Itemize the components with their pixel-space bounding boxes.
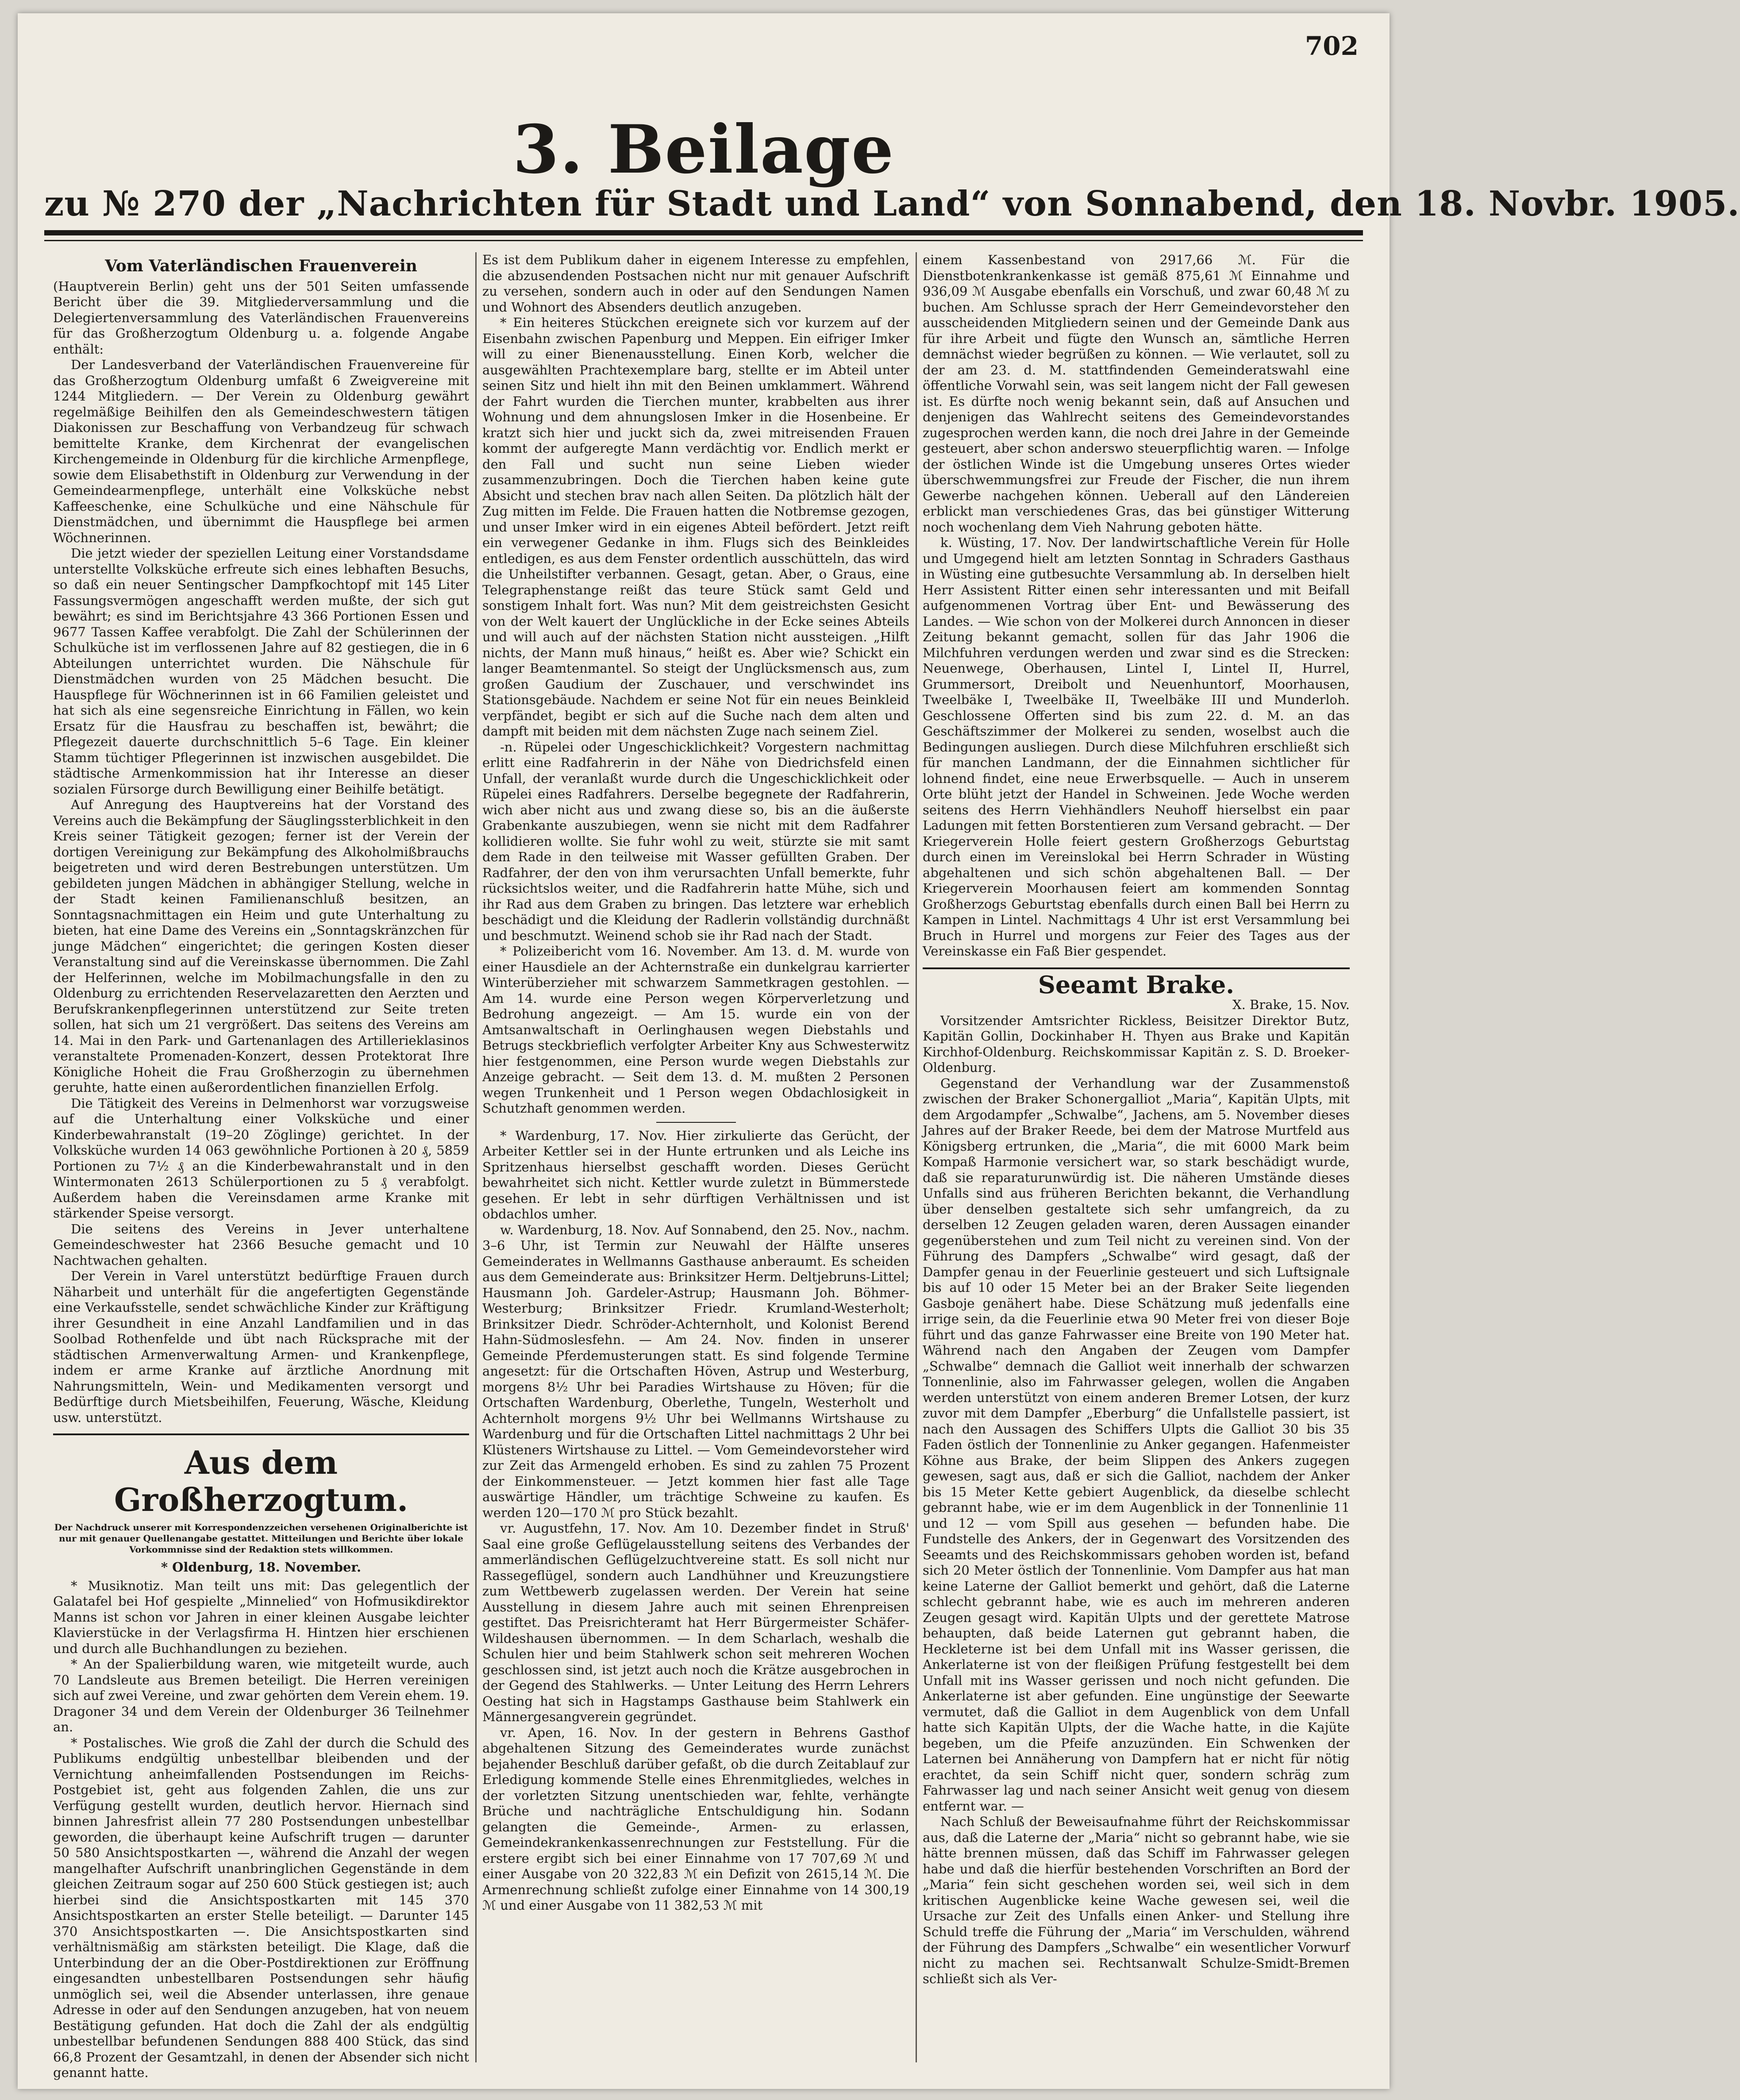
paragraph: vr. Augustfehn, 17. Nov. Am 10. Dezember findet in Struß' Saal eine große Geflügelausstellung seitens des Verbandes der ammerländischen Geflügelzuchtvereine statt. Es soll nicht nur Rassegeflügel, sondern auch Landhühner und Kreuzungstiere zum Wettbewerb zugelassen werden. Der Verein hat seine Ausstellung in diesem Jahre auch mit seinen Ehrenpreisen gestiftet. Das Preisrichteramt hat Herr Bürgermeister Schäfer-Wildeshausen übernommen. — In dem Scharlach, weshalb die Schulen hier und beim Stahlwerk schon seit mehreren Wochen geschlossen sind, ist jetzt auch noch die Krätze ausgebrochen in der Gegend des Stahlwerks. — Unter Leitung des Herrn Lehrers Oesting hat sich in Hagstamps Gasthause beim Stahlwerk ein Männergesangverein gegründet.	[482, 1521, 909, 1724]
paragraph: Es ist dem Publikum daher in eigenem Interesse zu empfehlen, die abzusendenden Postsachen nicht nur mit genauer Aufschrift zu versehen, sondern auch in oder auf den Sendungen Namen und Wohnort des Absenders deutlich anzugeben.	[482, 252, 909, 315]
paragraph: Die seitens des Vereins in Jever unterhaltene Gemeindeschwester hat 2366 Besuche gemacht und 10 Nachtwachen gehalten.	[53, 1221, 469, 1268]
paragraph: * Musiknotiz. Man teilt uns mit: Das gelegentlich der Galatafel bei Hof gespielte „Minnelied“ von Hofmusikdirektor Manns ist schon vor Jahren in einer kleinen Ausgabe leichter Klavierstücke in der Verlagsfirma H. Hintzen hier erschienen und durch alle Buchhandlungen zu beziehen.	[53, 1578, 469, 1656]
paragraph: * An der Spalierbildung waren, wie mitgeteilt wurde, auch 70 Landsleute aus Bremen beteiligt. Die Herren vereinigen sich auf zwei Vereine, und zwar gehörten dem Verein ehem. 19. Dragoner 34 und dem Verein der Oldenburger 36 Teilnehmer an.	[53, 1657, 469, 1734]
paragraph: Vorsitzender Amtsrichter Rickless, Beisitzer Direktor Butz, Kapitän Gollin, Dockinhaber H. Thyen aus Brake und Kapitän Kirchhof-Oldenburg. Reichskommissar Kapitän z. S. D. Broeker-Oldenburg.	[923, 1013, 1350, 1075]
section-heading-grossherzogtum: Aus dem Großherzogtum.	[114, 1444, 408, 1518]
column-2	[482, 252, 909, 2062]
section-separator	[923, 967, 1350, 969]
paragraph: * Ein heiteres Stückchen ereignete sich vor kurzem auf der Eisenbahn zwischen Papenburg und Meppen. Ein eifriger Imker will zu einer Bienenausstellung. Einen Korb, welcher die ausgewählten Prachtexemplare barg, stellte er im Abteil unter seinen Sitz und hielt ihn mit den Beinen umklammert. Während der Fahrt wurden die Tierchen munter, krabbelten aus ihrer Wohnung und dem ahnungslosen Imker in die Hosenbeine. Er kratzt sich hier und juckt sich da, zwei mitreisenden Frauen kommt der aufgeregte Mann verdächtig vor. Endlich merkt er den Fall und sucht nun seine Lieben wieder zusammenzubringen. Doch die Tierchen haben keine gute Absicht und stechen brav nach allen Seiten. Da plötzlich hält der Zug mitten im Felde. Die Frauen hatten die Notbremse gezogen, und unser Imker wird in ein eigenes Abteil befördert. Jetzt reift ein verwegener Gedanke in ihm. Flugs sich des Beinkleides entledigen, es aus dem Fenster ordentlich ausschütteln, das wird die Unheilstifter verbannen. Gesagt, getan. Aber, o Graus, eine Telegraphenstange reißt das teure Stück samt Geld und sonstigem Inhalt fort. Was nun? Mit dem geistreichsten Gesicht von der Welt kauert der Unglückliche in der Ecke seines Abteils und will auch auf der nächsten Station nicht aussteigen. „Hilft nichts, der Mann muß hinaus,“ heißt es. Aber wie? Schickt ein langer Beamtenmantel. So steigt der Unglücksmensch aus, zum großen Gaudium der Zuschauer, und verschwindet ins Stationsgebäude. Nachdem er seine Not für ein neues Beinkleid verpfändet, begibt er sich auf die Suche nach dem alten und dampft mit beiden mit dem nächsten Zuge nach seinem Ziel.	[482, 315, 909, 739]
paragraph: k. Wüsting, 17. Nov. Der landwirtschaftliche Verein für Holle und Umgegend hielt am letzten Sonntag in Schraders Gasthaus in Wüsting eine gutbesuchte Versammlung ab. In derselben hielt Herr Assistent Ritter einen sehr interessanten und mit Beifall aufgenommenen Vortrag über Ent- und Bewässerung des Landes. — Wie schon von der Molkerei durch Annoncen in dieser Zeitung bekannt gemacht, sollen für das Jahr 1906 die Milchfuhren verdungen werden und zwar sind es die Strecken: Neuenwege, Oberhausen, Lintel I, Lintel II, Hurrel, Grummersort, Dreibolt und Neuenhuntorf, Moorhausen, Tweelbäke I, Tweelbäke II, Tweelbäke III und Munderloh. Geschlossene Offerten sind bis zum 22. d. M. an das Geschäftszimmer der Molkerei zu senden, woselbst auch die Bedingungen ausliegen. Durch diese Milchfuhren erschließt sich für manchen Landmann, der die Einnahmen sichtlicher für lohnend findet, eine neue Erwerbsquelle. — Auch in unserem Orte blüht jetzt der Handel in Schweinen. Jede Woche werden seitens des Herrn Viehhändlers Neuhoff hierselbst ein paar Ladungen mit fetten Borstentieren zum Versand gebracht. — Der Kriegerverein Holle feiert gestern Großherzogs Geburtstag durch einen im Vereinslokal bei Herrn Schrader in Wüsting abgehaltenen und sich schön abgehaltenen Ball. — Der Kriegerverein Moorhausen feiert am kommenden Sonntag Großherzogs Geburtstag ebenfalls durch einen Ball bei Herrn zu Kampen in Lintel. Nachmittags 4 Uhr ist erst Versammlung bei Bruch in Hurrel und morgens zur Feier des Tages aus der Vereinskasse ein Faß Bier gespendet.	[923, 535, 1350, 959]
header-rule-thin	[44, 240, 1363, 241]
column-divider	[475, 252, 477, 2062]
supplement-title: 3. Beilage	[512, 111, 895, 189]
paragraph: Nach Schluß der Beweisaufnahme führt der Reichskommissar aus, daß die Laterne der „Maria“ nicht so gebrannt habe, wie sie hätte brennen müssen, daß das Schiff im Fahrwasser gelegen habe und daß die hierfür bestehenden Vorschriften an Bord der „Maria“ fein sicht geschehen worden sei, weil sich in dem kritischen Augenblicke keine Wache gewesen sei, weil die Ursache zur Zeit des Unfalls einen Anker- und Stellung ihre Schuld treffe die Führung der „Maria“ im Verschulden, während der Führung des Dampfers „Schwalbe“ ein wesentlicher Vorwurf nicht zu machen sei. Rechtsanwalt Schulze-Smidt-Bremen schließt sich als Ver-	[923, 1814, 1350, 1986]
paragraph: einem Kassenbestand von 2917,66 ℳ. Für die Dienstbotenkrankenkasse ist gemäß 875,61 ℳ Einnahme und 936,09 ℳ Ausgabe ebenfalls ein Vorschuß, und zwar 60,48 ℳ zu buchen. Am Schlusse sprach der Herr Gemeindevorsteher den ausscheidenden Mitgliedern seinen und der Gemeinde Dank aus für ihre Arbeit und fügte den Wunsch an, sämtliche Herren demnächst wieder begrüßen zu können. — Wie verlautet, soll zu der am 23. d. M. stattfindenden Gemeinderatswahl eine öffentliche Vorwahl sein, was seit langem nicht der Fall gewesen ist. Es dürfte noch wenig bekannt sein, daß auf Ansuchen und denjenigen das Wahlrecht seitens des Gemeindevorstandes zugesprochen werden kann, die noch drei Jahre in der Gemeinde gesteuert, aber schon anderswo steuerpflichtig waren. — Infolge der östlichen Winde ist die Umgebung unseres Ortes wieder überschwemmungsfrei zur Freude der Fischer, die nun ihrem Gewerbe nachgehen können. Ueberall auf den Ländereien erblickt man verschiedenes Gras, das bei günstiger Witterung noch wochenlang dem Vieh Nahrung geboten hätte.	[923, 252, 1350, 535]
paragraph: (Hauptverein Berlin) geht uns der 501 Seiten umfassende Bericht über die 39. Mitgliederversammlung und die Delegiertenversammlung des Vaterländischen Frauenvereins für das Großherzogtum Oldenburg u. a. folgende Angabe enthält:	[53, 278, 469, 357]
paragraph: Die jetzt wieder der speziellen Leitung einer Vorstandsdame unterstellte Volksküche erfreute sich eines lebhaften Besuchs, so daß ein neuer Sentingscher Dampfkochtopf mit 145 Liter Fassungsvermögen angeschafft werden mußte, der sich gut bewährt; es sind im Berichtsjahre 43 366 Portionen Essen und 9677 Tassen Kaffee verabfolgt. Die Zahl der Schülerinnen der Schulküche ist im verflossenen Jahre auf 82 gestiegen, die in 6 Abteilungen unterrichtet wurden. Die Nähschule für Dienstmädchen wurden von 25 Mädchen besucht. Die Hauspflege für Wöchnerinnen ist in 66 Familien geleistet und hat sich als eine segensreiche Einrichtung in Fällen, wo kein Ersatz für die Hausfrau zu beschaffen ist, bewährt; die Pflegezeit dauerte durchschnittlich 5–6 Tage. Ein kleiner Stamm tüchtiger Pflegerinnen ist inzwischen ausgebildet. Die städtische Armenkommission hat ihr Interesse an dieser sozialen Fürsorge durch Bewilligung einer Beihilfe betätigt.	[53, 546, 469, 797]
paragraph: Der Landesverband der Vaterländischen Frauenvereine für das Großherzogtum Oldenburg umfaßt 6 Zweigvereine mit 1244 Mitgliedern. — Der Verein zu Oldenburg gewährt regelmäßige Beihilfen den als Gemeindeschwestern tätigen Diakonissen zur Beschaffung von Verbandzeug für schwach bemittelte Kranke, dem Kirchenrat der evangelischen Kirchengemeinde in Oldenburg für die kirchliche Armenpflege, sowie dem Elisabethstift in Oldenburg zur Verwendung in der Gemeindearmenpflege, unterhält eine Volksküche nebst Kaffeeschenke, eine Schulküche und eine Nähschule für Dienstmädchen, und übernimmt die Hauspflege bei armen Wöchnerinnen.	[53, 357, 469, 545]
paragraph: vr. Apen, 16. Nov. In der gestern in Behrens Gasthof abgehaltenen Sitzung des Gemeinderates wurde zunächst bejahender Beschluß darüber gefaßt, ob die durch Zeitablauf zur Erledigung kommende Stelle eines Ehrenmitgliedes, welches in der vorletzten Sitzung unentschieden war, fehlte, verhängte Brüche und nachträgliche Entschuldigung hin. Sodann gelangten die Gemeinde-, Armen- zu erlassen, Gemeindekrankenkassenrechnungen zur Feststellung. Für die erstere ergibt sich bei einer Einnahme von 17 707,69 ℳ und einer Ausgabe von 20 322,83 ℳ ein Defizit von 2615,14 ℳ. Die Armenrechnung schließt zufolge einer Einnahme von 14 300,19 ℳ und einer Ausgabe von 11 382,53 ℳ mit	[482, 1725, 909, 1913]
paragraph: Auf Anregung des Hauptvereins hat der Vorstand des Vereins auch die Bekämpfung der Säuglingssterblichkeit in den Kreis seiner Tätigkeit gezogen; ferner ist der Verein der dortigen Vereinigung zur Bekämpfung des Alkoholmißbrauchs beigetreten und wird deren Bestrebungen unterstützen. Um gebildeten jungen Mädchen in abhängiger Stellung, welche in der Stadt keinen Familienanschluß besitzen, an Sonntagsnachmittagen ein Heim und gute Unterhaltung zu bieten, hat eine Dame des Vereins ein „Sonntagskränzchen für junge Mädchen“ eingerichtet; die geringen Kosten dieser Veranstaltung sind auf die Vereinskasse übernommen. Die Zahl der Helferinnen, welche im Mobilmachungsfalle in den zu Oldenburg zu errichtenden Reservelazaretten den Aerzten und Berufskrankenpflegerinnen unterstützend zur Seite treten sollen, hat sich um 21 vergrößert. Das seitens des Vereins am 14. Mai in den Park- und Gartenanlagen des Artillerieklasinos veranstaltete Promenaden-Konzert, dessen Protektorat Ihre Königliche Hoheit die Frau Großherzogin zu übernehmen geruhte, hatte einen außerordentlichen finanziellen Erfolg.	[53, 797, 469, 1095]
page-number: 702	[1305, 31, 1359, 61]
newspaper-page	[18, 13, 1740, 2089]
paragraph: Gegenstand der Verhandlung war der Zusammenstoß zwischen der Braker Schonergalliot „Maria“, Kapitän Ulpts, mit dem Argodampfer „Schwalbe“, Jachens, am 5. November dieses Jahres auf der Braker Reede, bei dem der Matrose Murtfeld aus Königsberg ertrunken, die „Maria“, die mit 6000 Mark beim Kompaß Harmonie versichert war, so stark beschädigt wurde, daß sie reparaturunwürdig ist. Die näheren Umstände dieses Unfalls sind aus früheren Berichten bekannt, die Verhandlung über denselben gestaltete sich sehr umfangreich, da zu derselben 12 Zeugen geladen waren, deren Aussagen einander gegenüberstehen und zum Teil nicht zu vereinen sind. Von der Führung des Dampfers „Schwalbe“ wird gesagt, daß der Dampfer genau in der Feuerlinie gesteuert und sich Luftsignale bis auf 10 oder 15 Meter bei an der Braker Seite liegenden Gasboje genähert habe. Diese Schätzung muß jedenfalls eine irrige sein, da die Feuerlinie etwa 90 Meter frei von dieser Boje führt und das ganze Fahrwasser eine Breite von 190 Meter hat. Während nach den Angaben der Zeugen vom Dampfer „Schwalbe“ demnach die Galliot weit innerhalb der schwarzen Tonnenlinie, also im Fahrwasser gelegen, wollen die Angaben werden unterstützt von einem anderen Bremer Lotsen, der kurz zuvor mit dem Dampfer „Eberburg“ die Unfallstelle passiert, ist nach den Aussagen des Schiffers Ulpts die Galliot 30 bis 35 Faden östlich der Tonnenlinie zu Anker gegangen. Hafenmeister Köhne aus Brake, der beim Slippen des Ankers zugegen gewesen, sagt aus, daß er sich die Galliot, nachdem der Anker bis 15 Meter Kette gebiert Augenblick, da dieselbe schlecht gebrannt habe, wie er im dem Augenblick in der Tonnenlinie 11 und 12 — vom Spill aus gesehen — befunden habe. Die Fundstelle des Ankers, der in Gegenwart des Vorsitzenden des Seeamts und des Reichskommissars gehoben worden ist, befand sich 20 Meter östlich der Tonnenlinie. Vom Dampfer aus hat man keine Laterne der Galliot bemerkt und gehört, daß die Laterne schlecht gebrannt habe, wie es auch im mehreren anderen Zeugen gesagt wird. Kapitän Ulpts und der gerettete Matrose behaupten, daß beide Laternen gut gebrannt haben, die Heckleterne ist bei dem Unfall mit ins Wasser gerissen, die Ankerlaterne ist von der fleißigen Prüfung festgestellt bei dem Unfall mit ins Wasser gerissen und noch nicht gefunden. Die Ankerlaterne ist aber gefunden. Eine ungünstige der Seewarte vermutet, daß die Galliot in dem Augenblick von dem Unfall hatte sich Kapitän Ulpts, der die Wache hatte, in die Kajüte begeben, um die Pfeife anzuzünden. Ein Schwenken der Laternen bei Annäherung von Dampfern hat er nicht für nötig erachtet, da sein Schiff nicht quer, sondern schräg zum Fahrwasser lag und nach seiner Ansicht weit genug von diesem entfernt war. —	[923, 1075, 1350, 1814]
paragraph: -n. Rüpelei oder Ungeschicklichkeit? Vorgestern nachmittag erlitt eine Radfahrerin in der Nähe von Diedrichsfeld einen Unfall, der veranlaßt wurde durch die Ungeschicklichkeit oder Rüpelei eines Radfahrers. Derselbe begegnete der Radfahrerin, wich aber nicht aus und zwang diese so, bis an die äußerste Grabenkante auszubiegen, wenn sie nicht mit dem Radfahrer kollidieren wollte. Sie fuhr wohl zu weit, stürzte sie mit samt dem Rade in den teilweise mit Wasser gefüllten Graben. Der Radfahrer, der den von ihm verursachten Unfall bemerkte, fuhr rücksichtslos weiter, und die Radfahrerin hatte Mühe, sich und ihr Rad aus dem Graben zu bringen. Das letztere war erheblich beschädigt und die Kleidung der Radlerin vollständig durchnäßt und beschmutzt. Weinend schob sie ihr Rad nach der Stadt.	[482, 739, 909, 943]
article-heading-frauenverein: Vom Vaterländischen Frauenverein	[105, 257, 417, 275]
issue-dateline: zu № 270 der „Nachrichten für Stadt und Land“ von Sonnabend, den 18. Novbr. 1905.	[44, 184, 1740, 224]
short-separator	[656, 1122, 736, 1123]
reprint-notice: Der Nachdruck unserer mit Korrespondenzzeichen versehenen Originalberichte ist nur mit genauer Quellenangabe gestattet. Mitteilungen und Berichte über lokale Vorkommnisse sind der Redaktion stets willkommen.	[54, 1522, 468, 1555]
section-separator	[53, 1433, 469, 1435]
column-divider	[916, 252, 917, 2062]
section-heading-seeamt: Seeamt Brake.	[1038, 970, 1235, 999]
section-dateline: X. Brake, 15. Nov.	[1232, 997, 1350, 1012]
section-dateline: * Oldenburg, 18. November.	[161, 1560, 362, 1575]
paragraph: Die Tätigkeit des Vereins in Delmenhorst war vorzugsweise auf die Unterhaltung einer Volksküche und einer Kinderbewahranstalt (19–20 Zöglinge) gerichtet. In der Volksküche wurden 14 063 gewöhnliche Portionen à 20 ₰, 5859 Portionen zu 7½ ₰ an die Kinderbewahranstalt und in den Wintermonaten 2613 Schülerportionen zu 5 ₰ verabfolgt. Außerdem haben die Vereinsdamen arme Kranke mit stärkender Speise versorgt.	[53, 1095, 469, 1221]
column-1	[53, 252, 469, 2080]
paragraph: * Postalisches. Wie groß die Zahl der durch die Schuld des Publikums endgültig unbestellbar bleibenden und der Vernichtung anheimfallenden Postsendungen im Reichs-Postgebiet ist, geht aus folgenden Zahlen, die uns zur Verfügung gestellt wurden, deutlich hervor. Hiernach sind binnen Jahresfrist allein 77 280 Postsendungen unbestellbar geworden, die überhaupt keine Aufschrift trugen — darunter 50 580 Ansichtspostkarten —, während die Anzahl der wegen mangelhafter Aufschrift unanbringlichen Gegenstände in dem gleichen Zeitraum sogar auf 250 600 Stück gestiegen ist; auch hierbei sind die Ansichtspostkarten mit 145 370 Ansichtspostkarten an erster Stelle beteiligt. — Darunter 145 370 Ansichtspostkarten —. Die Ansichtspostkarten sind verhältnismäßig am stärksten beteiligt. Die Klage, daß die Unterbindung der an die Ober-Postdirektionen zur Eröffnung eingesandten unbestellbaren Postsendungen sehr häufig unmöglich sei, weil die Absender unterlassen, ihre genaue Adresse in oder auf den Sendungen anzugeben, hat von neuem Bestätigung gefunden. Hat doch die Zahl der als endgültig unbestellbar befundenen Sendungen 888 400 Stück, das sind 66,8 Prozent der Gesamtzahl, in denen der Absender sich nicht genannt hatte.	[53, 1735, 469, 2080]
header-rule-thick	[44, 230, 1363, 235]
paragraph: * Polizeibericht vom 16. November. Am 13. d. M. wurde von einer Hausdiele an der Achternstraße ein dunkelgrau karrierter Winterüberzieher mit schwarzem Sammetkragen gestohlen. — Am 14. wurde eine Person wegen Körperverletzung und Bedrohung angezeigt. — Am 15. wurde ein von der Amtsanwaltschaft in Oerlinghausen wegen Diebstahls und Betrugs steckbrieflich verfolgter Arbeiter Kny aus Schwesterwitz hier festgenommen, eine Person wurde wegen Diebstahls zur Anzeige gebracht. — Seit dem 13. d. M. mußten 2 Personen wegen Trunkenheit und 1 Person wegen Obdachlosigkeit in Schutzhaft genommen werden.	[482, 944, 909, 1116]
paragraph: Der Verein in Varel unterstützt bedürftige Frauen durch Näharbeit und unterhält für die angefertigten Gegenstände eine Verkaufsstelle, sendet schwächliche Kinder zur Kräftigung ihrer Gesundheit in eine Anzahl Landfamilien und in das Soolbad Rothenfelde und übt nach Rücksprache mit der städtischen Armenverwaltung Armen- und Krankenpflege, indem er arme Kranke auf ärztliche Anordnung mit Nahrungsmitteln, Wein- und Medikamenten versorgt und Bedürftige durch Mietsbeihilfen, Feuerung, Wäsche, Kleidung usw. unterstützt.	[53, 1268, 469, 1425]
paragraph: w. Wardenburg, 18. Nov. Auf Sonnabend, den 25. Nov., nachm. 3–6 Uhr, ist Termin zur Neuwahl der Hälfte unseres Gemeinderates in Wellmanns Gasthause anberaumt. Es scheiden aus dem Gemeinderate aus: Brinksitzer Herm. Deltjebruns-Littel; Hausmann Joh. Gardeler-Astrup; Hausmann Joh. Böhmer-Westerburg; Brinksitzer Friedr. Krumland-Westerholt; Brinksitzer Diedr. Schröder-Achternholt, und Kolonist Berend Hahn-Südmoslesfehn. — Am 24. Nov. finden in unserer Gemeinde Pferdemusterungen statt. Es sind folgende Termine angesetzt: für die Ortschaften Höven, Astrup und Westerburg, morgens 8½ Uhr bei Paradies Wirtshause zu Höven; für die Ortschaften Wardenburg, Oberlethe, Tungeln, Westerholt und Achternholt morgens 9½ Uhr bei Wellmanns Wirtshause zu Wardenburg und für die Ortschaften Littel nachmittags 2 Uhr bei Klüsteners Wirtshause zu Littel. — Vom Gemeindevorsteher wird zur Zeit das Armengeld erhoben. Es sind zu zahlen 75 Prozent der Einkommensteuer. — Jetzt kommen hier fast alle Tage auswärtige Händler, um trächtige Schweine zu kaufen. Es werden 120—170 ℳ pro Stück bezahlt.	[482, 1222, 909, 1520]
paragraph: * Wardenburg, 17. Nov. Hier zirkulierte das Gerücht, der Arbeiter Kettler sei in der Hunte ertrunken und als Leiche ins Spritzenhaus hierselbst geschafft worden. Dieses Gerücht bewahrheitet sich nicht. Kettler wurde zuletzt in Bümmerstede gesehen. Er lebt in sehr dürftigen Verhältnissen und ist obdachlos umher.	[482, 1128, 909, 1221]
column-3	[923, 252, 1350, 2062]
